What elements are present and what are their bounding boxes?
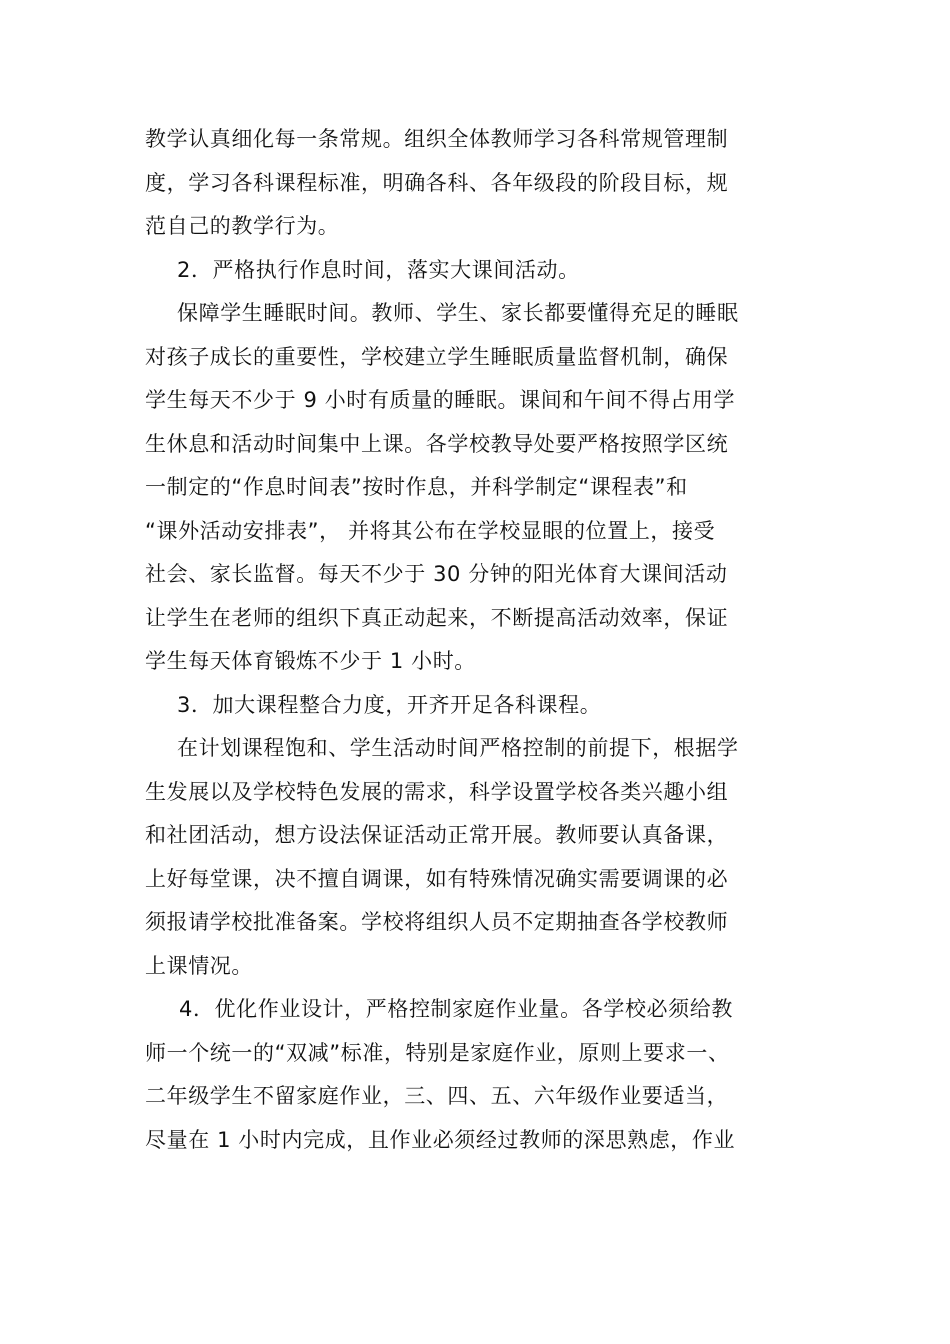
- section-heading-4: 4．优化作业设计，严格控制家庭作业量。各学校必须给教: [179, 997, 733, 1021]
- text-line: 教学认真细化每一条常规。组织全体教师学习各科常规管理制: [145, 127, 729, 151]
- text-line: 对孩子成长的重要性，学校建立学生睡眠质量监督机制，确保: [145, 344, 729, 369]
- text-line: 让学生在老师的组织下真正动起来，不断提高活动效率，保证: [145, 605, 729, 630]
- text-line: 上好每堂课，决不擅自调课，如有特殊情况确实需要调课的必: [145, 866, 729, 891]
- text-line: 生发展以及学校特色发展的需求，科学设置学校各类兴趣小组: [145, 779, 729, 804]
- text-line: 上课情况。: [145, 953, 253, 978]
- text-line: 二年级学生不留家庭作业，三、四、五、六年级作业要适当，: [145, 1084, 729, 1108]
- text-line: 一制定的“作息时间表”按时作息，并科学制定“课程表”和: [145, 475, 688, 499]
- text-line: 和社团活动，想方设法保证活动正常开展。教师要认真备课，: [145, 823, 729, 847]
- section-heading-3: 3．加大课程整合力度，开齐开足各科课程。: [177, 692, 602, 717]
- text-line: 社会、家长监督。每天不少于 30 分钟的阳光体育大课间活动: [145, 562, 728, 586]
- text-line: 学生每天不少于 9 小时有质量的睡眠。课间和午间不得占用学: [145, 388, 736, 412]
- text-line: 度，学习各科课程标准，明确各科、各年级段的阶段目标，规: [145, 170, 729, 195]
- document-body: [145, 118, 835, 1162]
- text-line: 生休息和活动时间集中上课。各学校教导处要严格按照学区统: [145, 431, 729, 456]
- paragraph-start: 保障学生睡眠时间。教师、学生、家长都要懂得充足的睡眠: [177, 301, 739, 325]
- text-line: 须报请学校批准备案。学校将组织人员不定期抽查各学校教师: [145, 910, 729, 934]
- text-line: “课外活动安排表”， 并将其公布在学校显眼的位置上，接受: [145, 518, 716, 543]
- text-line: 师一个统一的“双减”标准，特别是家庭作业，原则上要求一、: [145, 1040, 730, 1065]
- text-line: 尽量在 1 小时内完成，且作业必须经过教师的深思熟虑，作业: [145, 1127, 736, 1152]
- text-line: 学生每天体育锻炼不少于 1 小时。: [145, 649, 476, 673]
- paragraph-start: 在计划课程饱和、学生活动时间严格控制的前提下，根据学: [177, 736, 739, 760]
- text-line: 范自己的教学行为。: [145, 214, 340, 238]
- section-heading-2: 2．严格执行作息时间，落实大课间活动。: [177, 257, 580, 282]
